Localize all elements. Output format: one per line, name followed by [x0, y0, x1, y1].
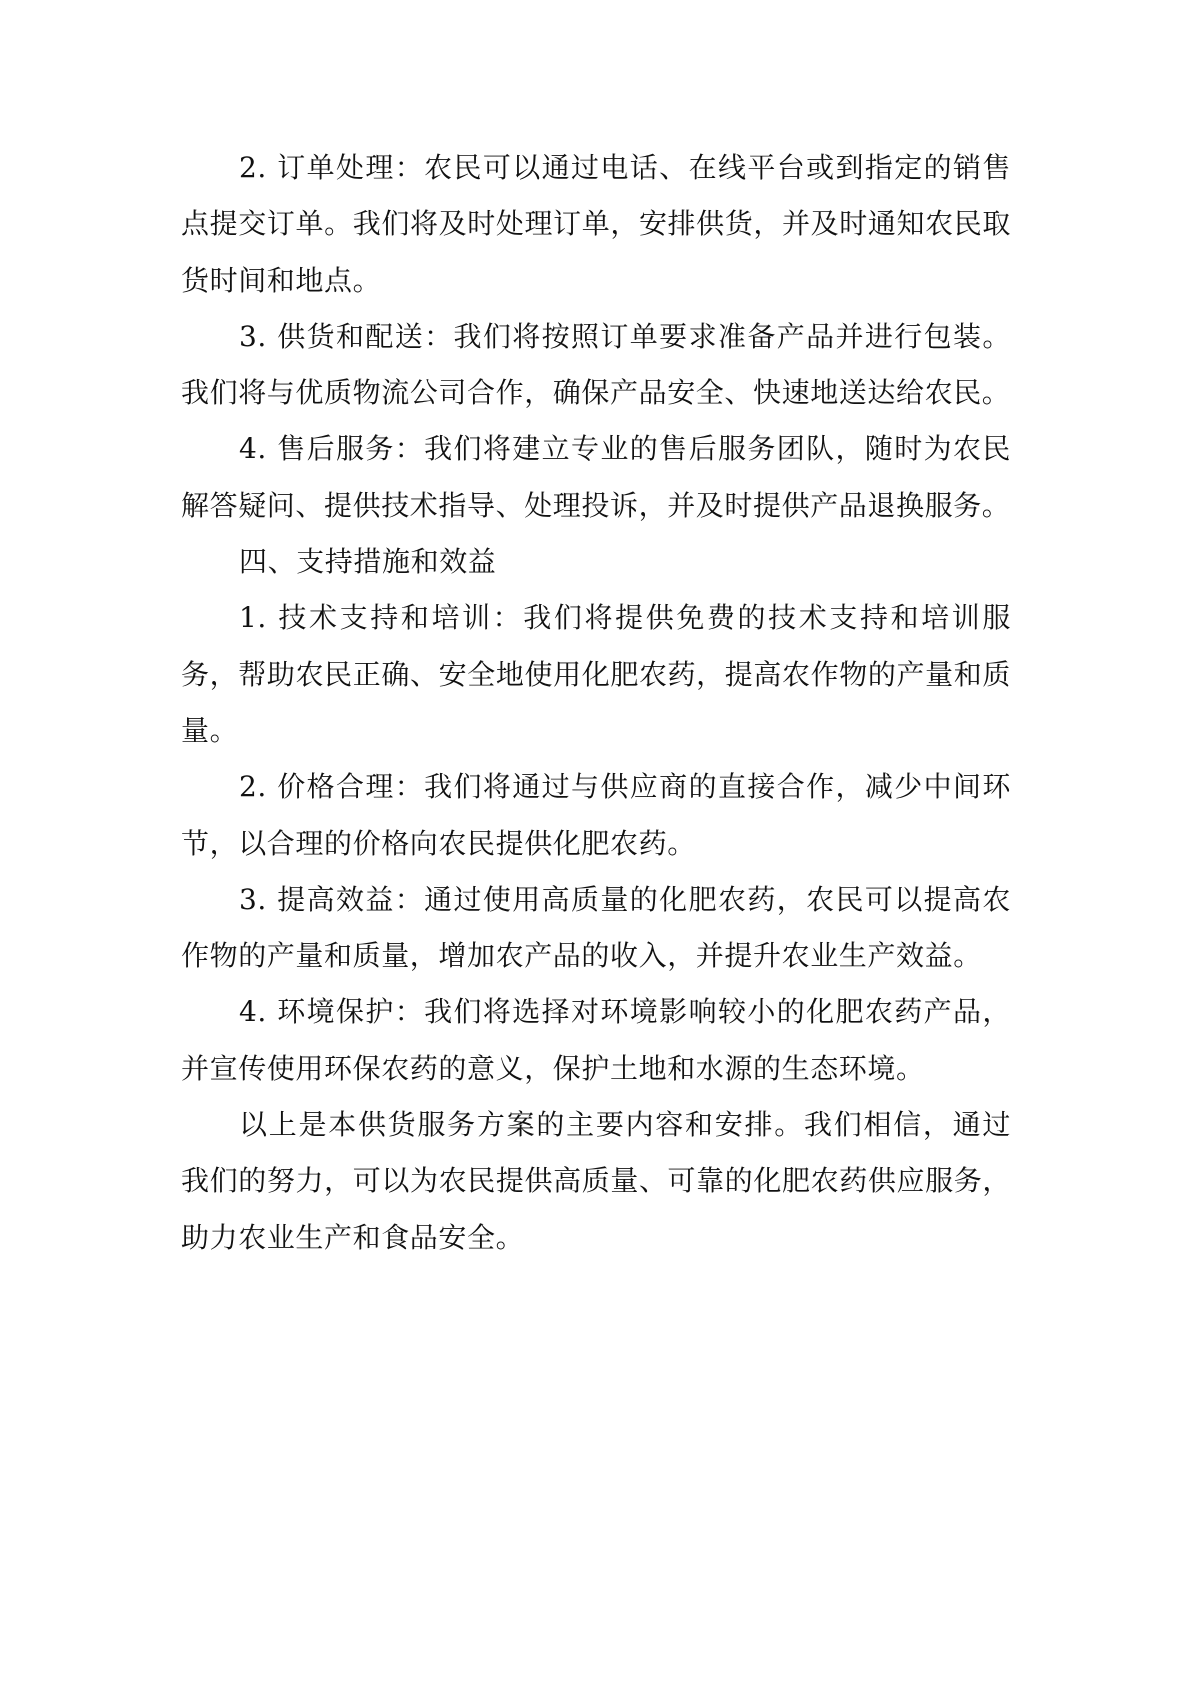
paragraph-order-processing: 2. 订单处理：农民可以通过电话、在线平台或到指定的销售点提交订单。我们将及时处理订单，安排供货，并及时通知农民取货时间和地点。	[181, 151, 1011, 297]
paragraph-supply-delivery: 3. 供货和配送：我们将按照订单要求准备产品并进行包装。我们将与优质物流公司合作，确保产品安全、快速地送达给农民。	[181, 319, 1011, 410]
paragraph-environment: 4. 环境保护：我们将选择对环境影响较小的化肥农药产品，并宣传使用环保农药的意义，保护土地和水源的生态环境。	[181, 995, 1011, 1085]
paragraph-conclusion: 以上是本供货服务方案的主要内容和安排。我们相信，通过我们的努力，可以为农民提供高质量、可靠的化肥农药供应服务，助力农业生产和食品安全。	[181, 1108, 1011, 1254]
paragraph-improve-benefit: 3. 提高效益：通过使用高质量的化肥农药，农民可以提高农作物的产量和质量，增加农产品的收入，并提升农业生产效益。	[181, 882, 1011, 973]
paragraph-tech-support: 1. 技术支持和培训：我们将提供免费的技术支持和培训服务，帮助农民正确、安全地使用化肥农药，提高农作物的产量和质量。	[181, 601, 1011, 747]
section-heading-support: 四、支持措施和效益	[239, 545, 497, 579]
document-page	[181, 140, 1011, 1266]
paragraph-after-sales: 4. 售后服务：我们将建立专业的售后服务团队，随时为农民解答疑问、提供技术指导、处理投诉，并及时提供产品退换服务。	[181, 432, 1011, 522]
paragraph-reasonable-price: 2. 价格合理：我们将通过与供应商的直接合作，减少中间环节，以合理的价格向农民提供化肥农药。	[181, 770, 1011, 860]
